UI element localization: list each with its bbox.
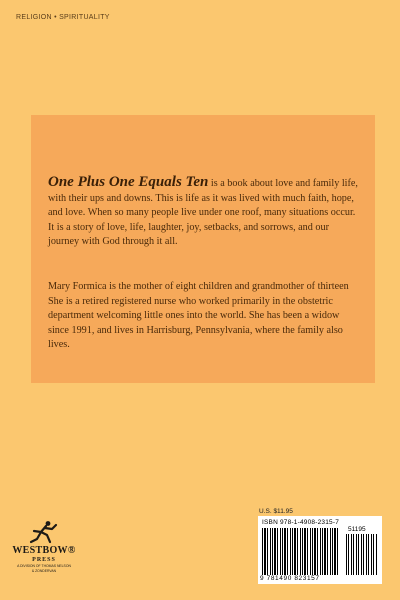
isbn-text: ISBN 978-1-4908-2315-7 [262, 519, 340, 526]
publisher-logo [6, 520, 82, 573]
barcode-ean-number: 9 781490 823157 [260, 575, 320, 582]
price-label: U.S. $11.95 [259, 508, 293, 515]
barcode-bars [262, 528, 340, 575]
book-blurb [48, 175, 360, 250]
blurb-title: One Plus One Equals Ten [48, 174, 209, 190]
publisher-sub: PRESS [32, 557, 56, 563]
runner-icon [26, 520, 62, 544]
blurb-body: is a book about love and family life, with their ups and downs. This is life as it was lived with much faith, hope, and love. When so many people live under one roof, many situations occur. It is a story of love, life, laughter, joy, setbacks, and sorrows, and our journey with God through it all. [48, 178, 358, 248]
publisher-name: WESTBOW® [12, 545, 76, 556]
publisher-note-1: A DIVISION OF THOMAS NELSON [17, 564, 71, 568]
publisher-note-2: & ZONDERVAN [31, 568, 57, 573]
barcode-addon-number: 51195 [348, 526, 366, 533]
barcode [258, 516, 382, 584]
barcode-addon-bars [346, 534, 378, 575]
category-label: RELIGION • SPIRITUALITY [16, 14, 110, 21]
author-bio: Mary Formica is the mother of eight children and grandmother of thirteen She is a retired registered nurse who worked primarily in the obstetric department welcoming little ones into the world. She has been a widow since 1991, and lives in Harrisburg, Pennsylvania, where the family also lives. [48, 281, 349, 351]
